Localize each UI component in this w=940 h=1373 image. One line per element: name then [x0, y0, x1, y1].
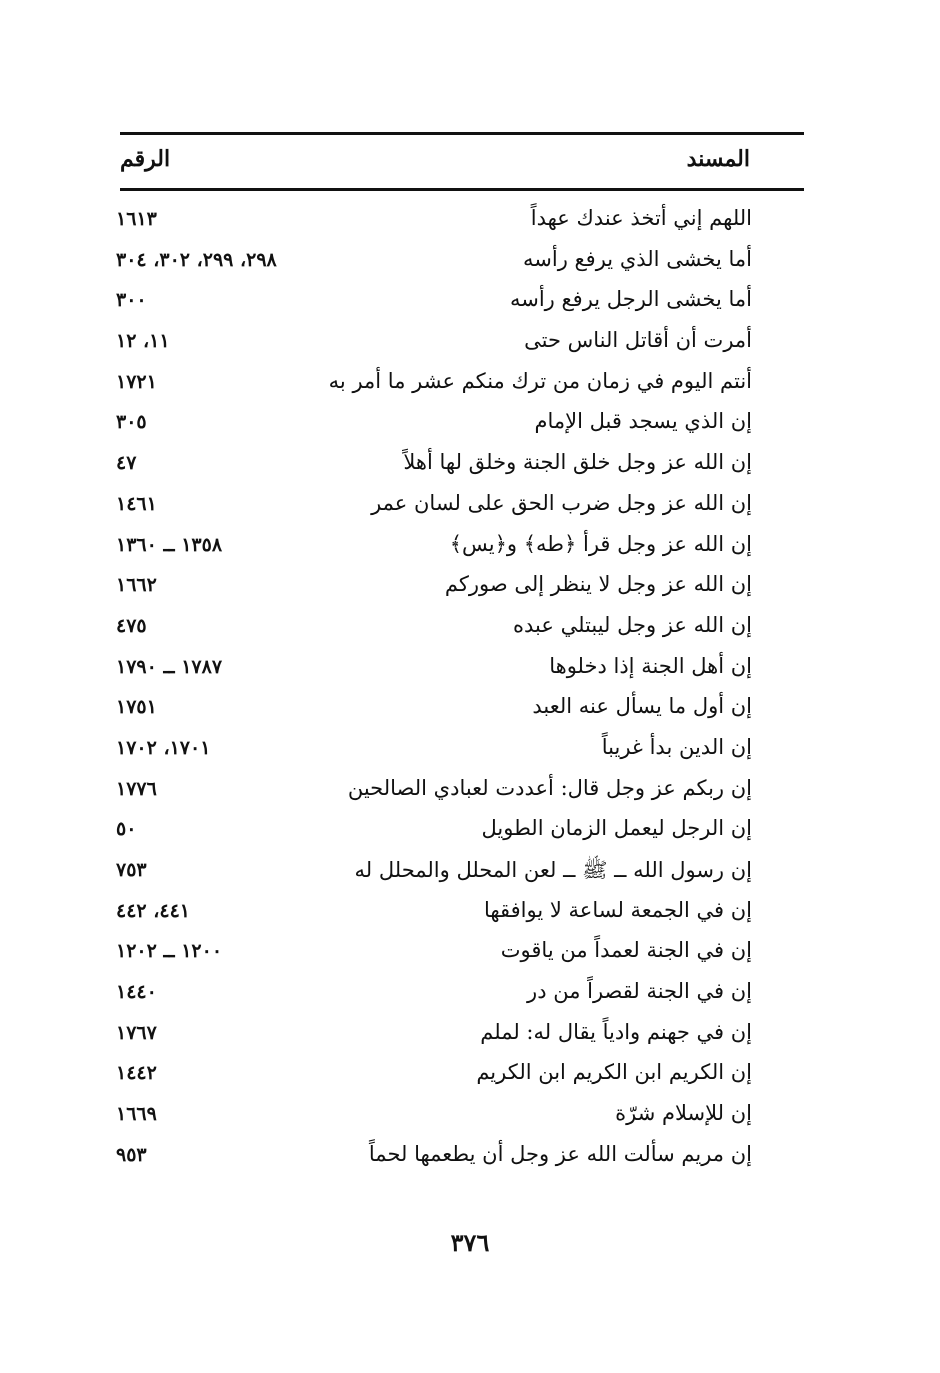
hadith-number: ١٧٦٧: [116, 1021, 157, 1044]
hadith-number: ١٤٤٠: [116, 981, 157, 1004]
hadith-number: ٢٩٨، ٢٩٩، ٣٠٢، ٣٠٤: [116, 248, 277, 271]
hadith-number: ١٦٦٢: [116, 574, 157, 597]
index-row: [110, 528, 760, 569]
hadith-number: ١٧٧٦: [116, 777, 157, 800]
index-row: [110, 772, 760, 813]
hadith-text: إن رسول الله ــ ﷺ ــ لعن المحلل والمحلل له: [354, 858, 752, 882]
hadith-text: إن الله عز وجل لا ينظر إلى صوركم: [444, 572, 752, 597]
hadith-text: إن أهل الجنة إذا دخلوها: [549, 653, 752, 678]
index-row: [110, 202, 760, 243]
table-header: [120, 142, 804, 182]
index-row: [110, 690, 760, 731]
index-row: [110, 365, 760, 406]
hadith-number: ١١، ١٢: [116, 330, 170, 353]
hadith-text: إن الرجل ليعمل الزمان الطويل: [481, 816, 752, 841]
hadith-text: أما يخشى الرجل يرفع رأسه: [509, 287, 752, 312]
hadith-text: إن الله عز وجل قرأ ﴿طه﴾ و﴿يس﴾: [449, 531, 752, 556]
hadith-text: اللهم إني أتخذ عندك عهداً: [530, 206, 752, 230]
index-row: [110, 731, 760, 772]
index-row: [110, 609, 760, 650]
hadith-number: ٧٥٣: [116, 859, 147, 881]
hadith-number: ٣٠٥: [116, 411, 147, 434]
index-row: [110, 1097, 760, 1138]
index-row: [110, 283, 760, 324]
hadith-number: ١٧٠١، ١٧٠٢: [116, 736, 211, 759]
hadith-text: إن الله عز وجل ضرب الحق على لسان عمر: [371, 490, 752, 515]
hadith-text: إن الله عز وجل ليبتلي عبده: [513, 612, 752, 637]
page-number: ٣٧٦: [450, 1228, 490, 1257]
hadith-text: أنتم اليوم في زمان من ترك منكم عشر ما أمر به: [328, 368, 752, 393]
index-row: [110, 568, 760, 609]
index-row: [110, 894, 760, 935]
hadith-number: ١٧٢١: [116, 370, 157, 393]
column-header-source: المسند: [686, 146, 750, 172]
hadith-number: ١٦١٣: [116, 208, 157, 230]
hadith-number: ١٢٠٠ ــ ١٢٠٢: [116, 940, 223, 963]
index-row: [110, 446, 760, 487]
hadith-text: إن الله عز وجل خلق الجنة وخلق لها أهلاً: [403, 450, 752, 475]
index-row: [110, 812, 760, 853]
header-bottom-rule: [120, 188, 804, 191]
index-row: [110, 650, 760, 691]
hadith-text: أمرت أن أقاتل الناس حتى: [524, 328, 752, 353]
index-row: [110, 487, 760, 528]
index-row: [110, 975, 760, 1016]
index-row: [110, 1056, 760, 1097]
hadith-number: ١٤٤٢: [116, 1062, 157, 1085]
hadith-text: إن ربكم عز وجل قال: أعددت لعبادي الصالحين: [347, 775, 752, 800]
index-row: [110, 405, 760, 446]
hadith-text: إن مريم سألت الله عز وجل أن يطعمها لحماً: [368, 1141, 752, 1166]
hadith-number: ٤٧: [116, 452, 137, 475]
index-row: [110, 324, 760, 365]
index-row: [110, 1138, 760, 1179]
hadith-number: ٥٠: [116, 818, 137, 841]
hadith-text: إن في الجنة لعمداً من ياقوت: [500, 938, 752, 963]
hadith-number: ١٣٥٨ ــ ١٣٦٠: [116, 533, 223, 556]
column-header-number: الرقم: [120, 146, 171, 172]
hadith-index-list: [110, 202, 760, 1179]
hadith-number: ٤٤١، ٤٤٢: [116, 899, 190, 922]
hadith-number: ١٧٨٧ ــ ١٧٩٠: [116, 655, 223, 678]
hadith-number: ٤٧٥: [116, 614, 147, 637]
hadith-number: ٩٥٣: [116, 1143, 147, 1166]
hadith-text: إن للإسلام شرّة: [615, 1101, 752, 1126]
index-row: [110, 243, 760, 284]
hadith-text: إن أول ما يسأل عنه العبد: [532, 694, 752, 719]
hadith-text: إن الذي يسجد قبل الإمام: [534, 409, 752, 434]
hadith-number: ٣٠٠: [116, 289, 147, 312]
hadith-text: إن في الجنة لقصراً من در: [527, 979, 752, 1004]
index-row: [110, 1016, 760, 1057]
hadith-text: إن في جهنم وادياً يقال له: لملم: [480, 1019, 752, 1044]
hadith-text: إن في الجمعة لساعة لا يوافقها: [483, 897, 752, 922]
index-row: [110, 853, 760, 894]
header-top-rule: [120, 132, 804, 135]
hadith-text: أما يخشى الذي يرفع رأسه: [523, 246, 752, 271]
hadith-text: إن الدين بدأ غريباً: [601, 734, 752, 759]
hadith-number: ١٤٦١: [116, 492, 157, 515]
hadith-number: ١٦٦٩: [116, 1103, 157, 1126]
hadith-text: إن الكريم ابن الكريم ابن الكريم: [476, 1060, 752, 1085]
hadith-number: ١٧٥١: [116, 696, 157, 719]
index-row: [110, 934, 760, 975]
